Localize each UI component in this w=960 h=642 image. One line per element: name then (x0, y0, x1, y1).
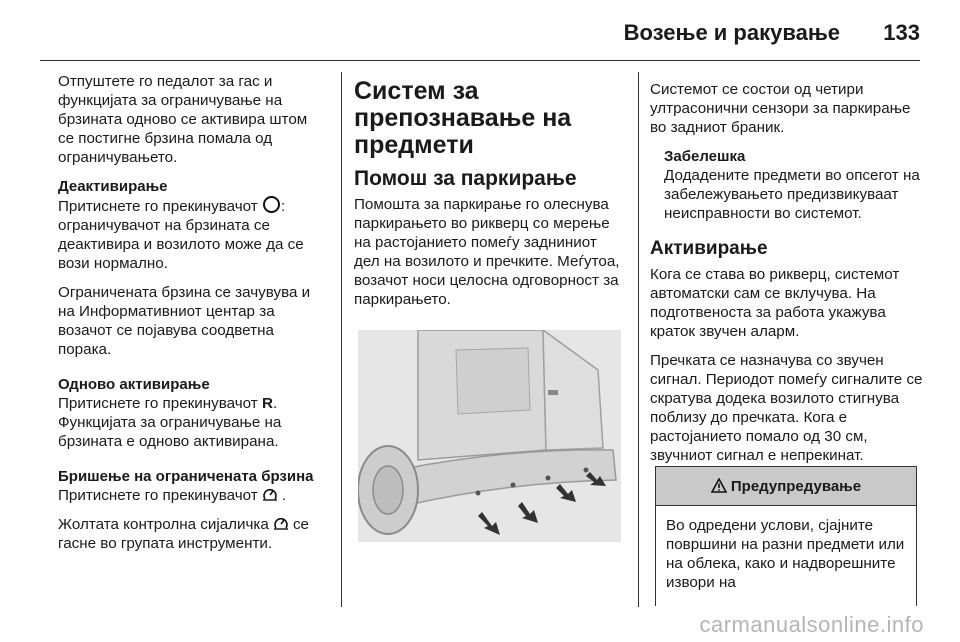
column-divider-1 (341, 72, 342, 607)
circle-o-icon (263, 196, 280, 213)
parking-assist-paragraph: Помошта за паркирање го олеснува паркирањето во рикверц со мерење на растојанието помеѓу задниниот дел на возилото и пречките. Меѓутоа, возачот носи целосна одговорност за паркирањето. (354, 196, 620, 308)
warning-box (655, 466, 917, 606)
intro-paragraph: Отпуштете го педалот за гас и функцијата за ограничување на брзината одново се активира штом се постигне брзина помала од ограничувањето. (58, 73, 308, 166)
parking-sensors-illustration (358, 330, 621, 542)
note-heading: Забелешка (664, 148, 746, 165)
activation-paragraph: Кога се става во рикверц, системот автоматски сам се вклучува. На подготвеноста за работа укажува краток звучен аларм. (650, 266, 900, 340)
clear-paragraph: Притиснете го прекинувачот . (58, 487, 287, 504)
signal-paragraph: Пречката се назначува со звучен сигнал. Периодот помеѓу сигналите се скратува додека возилото стигнува поблизу до пречката. Кога е растојанието помало од 30 см, звучниот сигнал е непрекинат. (650, 352, 923, 464)
note-block (650, 147, 925, 223)
column-divider-2 (638, 72, 639, 607)
deactivate-heading: Деактивирање (58, 178, 168, 195)
column-1 (58, 72, 326, 563)
note-body: Додадените предмети во опсегот на забележувањето предизвикуваат неисправности во системот. (664, 167, 920, 222)
column-2 (354, 78, 624, 319)
warning-triangle-icon (711, 478, 727, 495)
speed-limiter-icon (273, 516, 293, 532)
deactivate-paragraph: Притиснете го прекинувачот : ограничувачот на брзината се деактивира и возилото може да се вози нормално. (58, 198, 304, 272)
page-header-title: Возење и ракување (623, 20, 840, 45)
watermark: carmanualsonline.info (699, 612, 924, 637)
speed-limiter-icon (262, 487, 282, 503)
reactivate-heading: Одново активирање (58, 376, 210, 393)
r-symbol: R (261, 395, 273, 412)
page-number: 133 (883, 20, 920, 45)
warning-title: Предупредување (730, 477, 862, 495)
warning-body: Во одредени услови, сјајните површини на разни предмети или на облека, како и надворешните извори на (666, 517, 905, 591)
system-description-paragraph: Системот се состои од четири ултрасонични сензори за паркирање во задниот браник. (650, 81, 911, 136)
clear-heading: Бришење на ограничената брзина (58, 468, 314, 485)
warning-header (656, 467, 916, 506)
stored-speed-paragraph: Ограничената брзина се зачувува и на Информативниот центар за возачот се појавува соодветна порака. (58, 284, 311, 358)
header-rule (40, 60, 920, 61)
column-3 (650, 80, 925, 475)
reactivate-paragraph: Притиснете го прекинувачот R. Функцијата за ограничување на брзината е одново активирана. (58, 395, 282, 450)
parking-assist-heading: Помош за паркирање (354, 167, 577, 190)
yellow-lamp-paragraph: Жолтата контролна сијаличка се гасне во групата инструменти. (58, 516, 309, 552)
section-heading: Систем за препознавање на предмети (354, 77, 572, 159)
activation-heading: Активирање (650, 238, 768, 259)
